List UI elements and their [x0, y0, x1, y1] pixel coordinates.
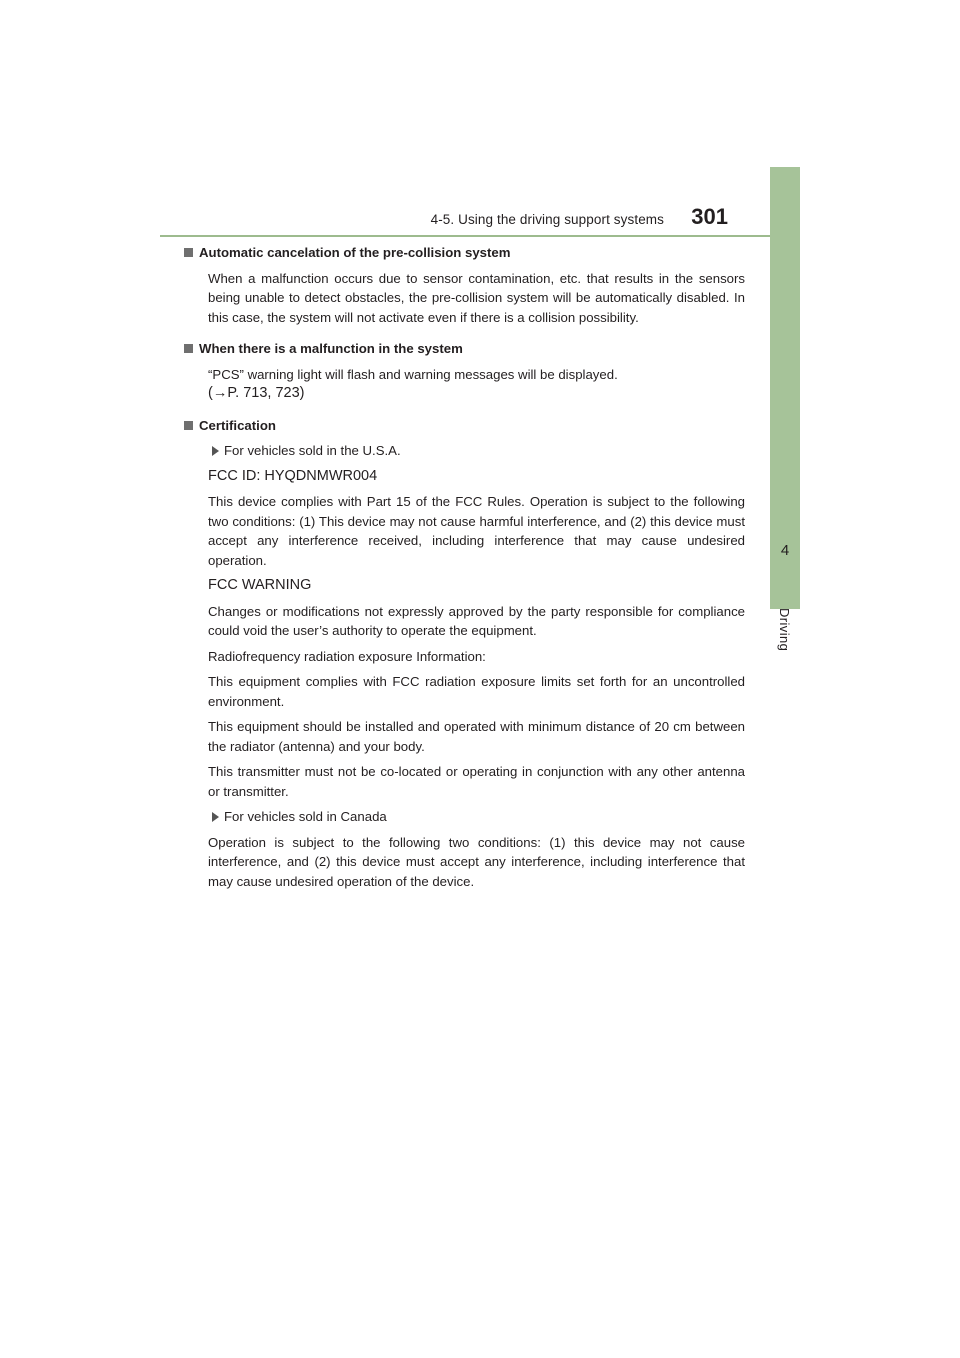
fcc-id: FCC ID: HYQDNMWR004 [208, 467, 378, 484]
heading-text: Automatic cancelation of the pre-collision system [199, 245, 511, 260]
bullet-usa [208, 441, 745, 461]
paragraph: This equipment complies with FCC radiation exposure limits set forth for an uncontrolled environment. [208, 674, 745, 709]
paragraph: Radiofrequency radiation exposure Information: [208, 648, 486, 664]
square-bullet-icon [184, 421, 193, 430]
square-bullet-icon [184, 248, 193, 257]
triangle-bullet-icon [212, 812, 219, 822]
bullet-text: For vehicles sold in the U.S.A. [224, 443, 401, 458]
section-heading [184, 339, 721, 359]
triangle-bullet-icon [212, 446, 219, 456]
chapter-tab [770, 167, 800, 607]
page-reference: (→P. 713, 723) [208, 385, 305, 401]
bullet-text: For vehicles sold in Canada [224, 809, 387, 824]
paragraph: When a malfunction occurs due to sensor contamination, etc. that results in the sensors being unable to detect obstacles, the pre-collision system will be automatically disabled. In this case, the system will not activate even if there is a collision possibility. [208, 270, 745, 325]
heading-text: Certification [199, 417, 276, 433]
page-number: 301 [691, 204, 728, 229]
page-content [199, 243, 745, 897]
section-heading [184, 416, 721, 436]
chapter-label-wrap [775, 608, 795, 668]
header-rule [160, 235, 772, 237]
paragraph: This transmitter must not be co-located or operating in conjunction with any other antenna or transmitter. [208, 764, 745, 799]
page-header [160, 206, 772, 234]
paragraph: This device complies with Part 15 of the FCC Rules. Operation is subject to the following two conditions: (1) This device may not cause harmful interference, and (2) this device must accept any interference received, including interference that may cause undesired operation. [208, 494, 745, 568]
square-bullet-icon [184, 344, 193, 353]
fcc-warning-title: FCC WARNING [208, 577, 312, 593]
heading-text: When there is a malfunction in the system [199, 341, 463, 356]
bullet-canada [208, 807, 745, 827]
paragraph: Operation is subject to the following two conditions: (1) this device may not cause interference, and (2) this device must accept any interference, including interference that may cause undesired operation of the device. [208, 834, 745, 889]
section-heading [184, 243, 721, 263]
chapter-number: 4 [780, 542, 790, 559]
chapter-label: Driving [777, 608, 792, 652]
section-title: 4-5. Using the driving support systems [430, 212, 664, 227]
paragraph: This equipment should be installed and operated with minimum distance of 20 cm between the radiator (antenna) and your body. [208, 719, 745, 754]
paragraph: “PCS” warning light will flash and warning messages will be displayed. [208, 366, 618, 382]
paragraph: Changes or modifications not expressly approved by the party responsible for compliance could void the user’s authority to operate the equipment. [208, 603, 745, 638]
